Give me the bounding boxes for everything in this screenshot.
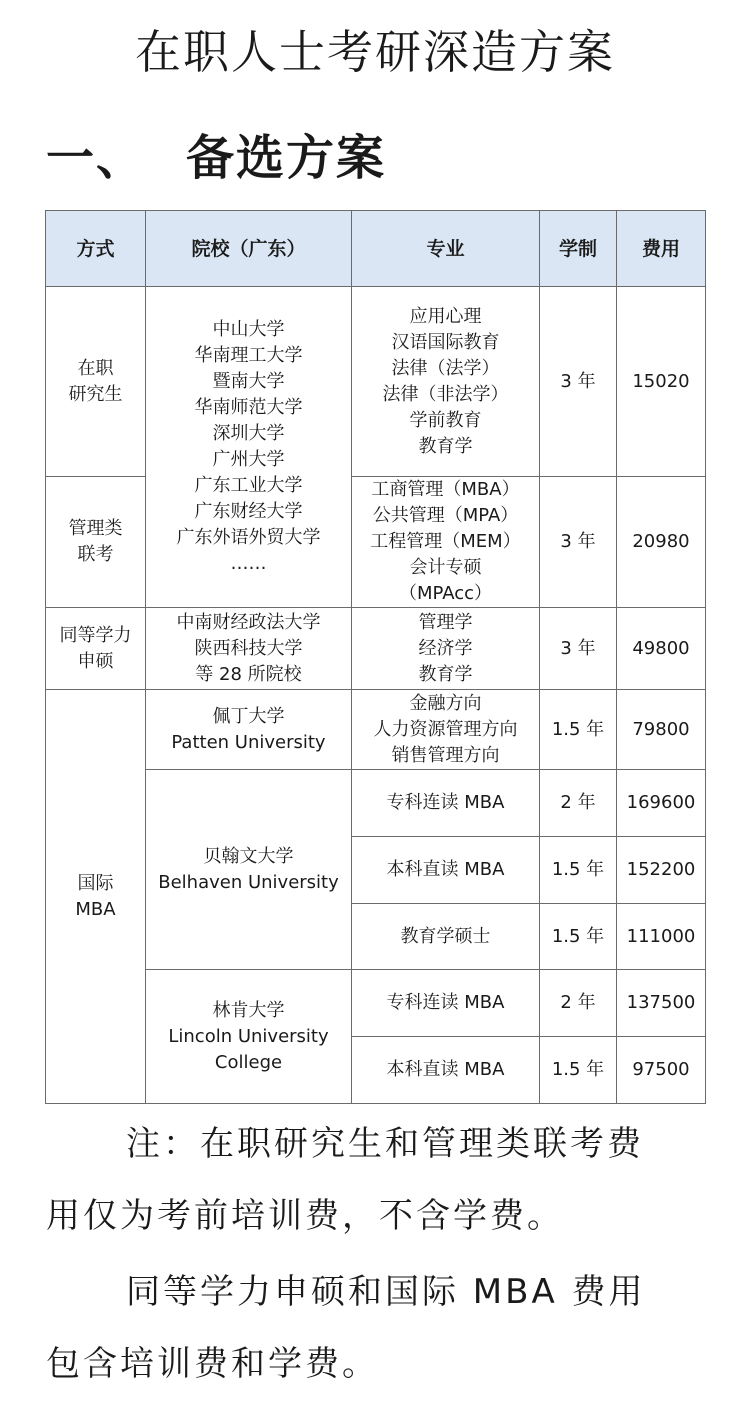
duration-cell: 3 年 — [540, 608, 617, 690]
major-cell: 专科连读 MBA — [352, 770, 540, 837]
note-paragraph-1 — [46, 1108, 706, 1252]
note-line: 包含培训费和学费。 — [46, 1344, 379, 1384]
duration-cell: 2 年 — [540, 770, 617, 837]
school-cell: 佩丁大学 Patten University — [146, 690, 352, 770]
duration-cell: 2 年 — [540, 970, 617, 1037]
fee-cell: 137500 — [617, 970, 706, 1037]
school-cell: 中南财经政法大学 陕西科技大学 等 28 所院校 — [146, 608, 352, 690]
header-school: 院校（广东） — [146, 211, 352, 287]
table-row — [46, 477, 706, 608]
school-cell: 中山大学 华南理工大学 暨南大学 华南师范大学 深圳大学 广州大学 广东工业大学 广东财经大学 广东外语外贸大学 …… — [146, 287, 352, 608]
fee-cell: 169600 — [617, 770, 706, 837]
fee-cell: 49800 — [617, 608, 706, 690]
school-cell: 贝翰文大学 Belhaven University — [146, 770, 352, 970]
section-number: 一、 — [46, 130, 147, 186]
table-row — [46, 287, 706, 477]
header-fee: 费用 — [617, 211, 706, 287]
duration-cell: 1.5 年 — [540, 1037, 617, 1104]
major-cell: 金融方向 人力资源管理方向 销售管理方向 — [352, 690, 540, 770]
major-cell: 专科连读 MBA — [352, 970, 540, 1037]
table-row — [46, 608, 706, 690]
method-cell: 管理类 联考 — [46, 477, 146, 608]
major-cell: 管理学 经济学 教育学 — [352, 608, 540, 690]
method-cell: 同等学力 申硕 — [46, 608, 146, 690]
duration-cell: 3 年 — [540, 477, 617, 608]
fee-cell: 97500 — [617, 1037, 706, 1104]
table-header-row — [46, 211, 706, 287]
note-paragraph-2 — [46, 1256, 706, 1400]
fee-cell: 15020 — [617, 287, 706, 477]
page-title: 在职人士考研深造方案 — [135, 25, 615, 79]
header-duration: 学制 — [540, 211, 617, 287]
method-cell: 在职 研究生 — [46, 287, 146, 477]
note-line: 同等学力申硕和国际 MBA 费用 — [126, 1272, 646, 1312]
fee-cell: 152200 — [617, 837, 706, 904]
header-major: 专业 — [352, 211, 540, 287]
major-cell: 应用心理 汉语国际教育 法律（法学） 法律（非法学） 学前教育 教育学 — [352, 287, 540, 477]
section-heading — [46, 126, 386, 190]
fee-cell: 111000 — [617, 904, 706, 970]
note-line: 用仅为考前培训费，不含学费。 — [46, 1196, 564, 1236]
method-cell: 国际 MBA — [46, 690, 146, 1104]
fee-cell: 20980 — [617, 477, 706, 608]
major-cell: 工商管理（MBA） 公共管理（MPA） 工程管理（MEM） 会计专硕 （MPAcc） — [352, 477, 540, 608]
fee-cell: 79800 — [617, 690, 706, 770]
section-title: 备选方案 — [186, 130, 387, 186]
major-cell: 教育学硕士 — [352, 904, 540, 970]
plan-table — [45, 210, 706, 1104]
duration-cell: 1.5 年 — [540, 904, 617, 970]
duration-cell: 3 年 — [540, 287, 617, 477]
note-line: 注：在职研究生和管理类联考费 — [126, 1124, 644, 1164]
school-cell: 林肯大学 Lincoln University College — [146, 970, 352, 1104]
major-cell: 本科直读 MBA — [352, 837, 540, 904]
header-method: 方式 — [46, 211, 146, 287]
duration-cell: 1.5 年 — [540, 837, 617, 904]
major-cell: 本科直读 MBA — [352, 1037, 540, 1104]
table-row — [46, 690, 706, 770]
duration-cell: 1.5 年 — [540, 690, 617, 770]
